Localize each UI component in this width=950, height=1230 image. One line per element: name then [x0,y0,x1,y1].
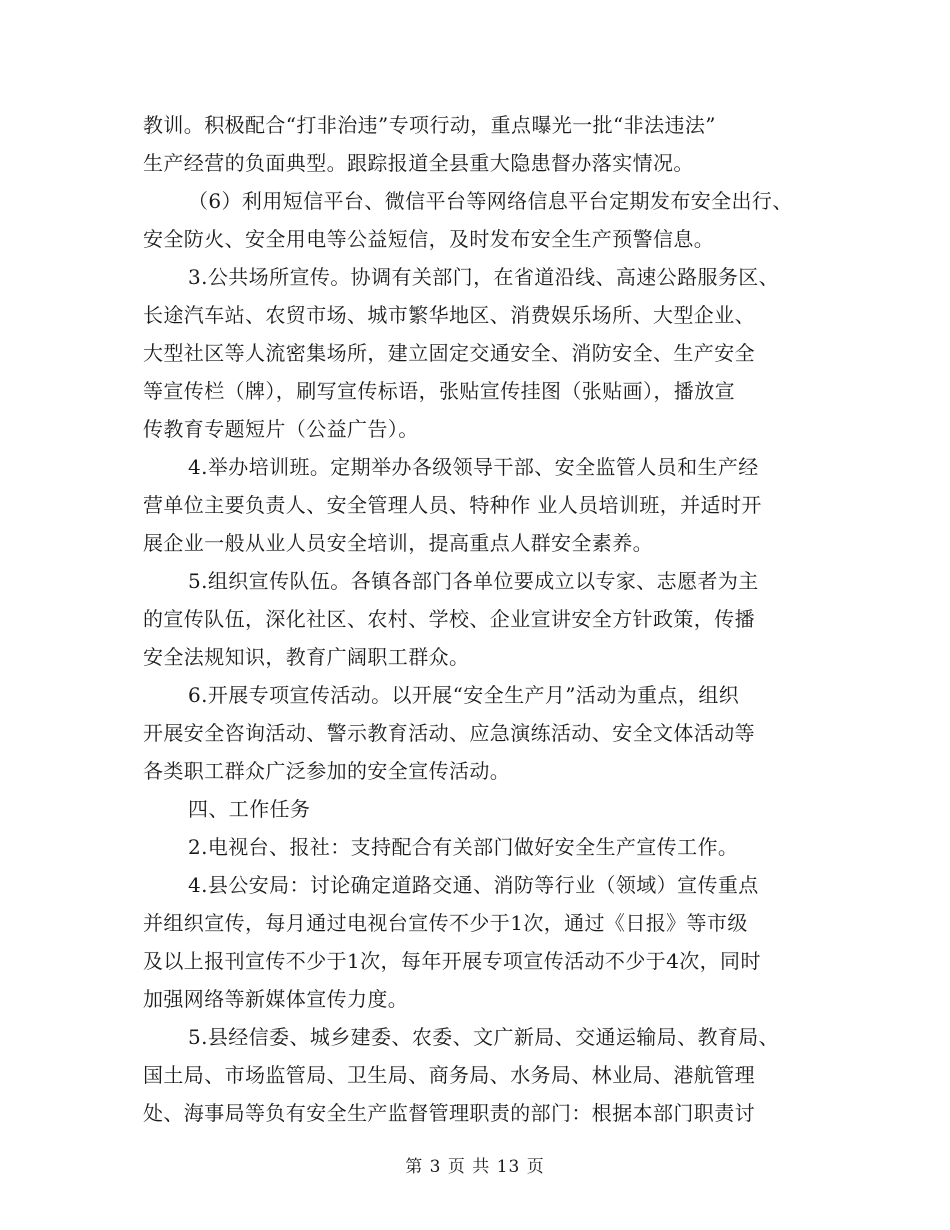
body-line-9: 传教育专题短片（公益广告）。 [143,417,419,441]
body-line-13: 5.组织宣传队伍。各镇各部门各单位要成立以专家、志愿者为主 [188,569,759,593]
body-line-8: 等宣传栏（牌），刷写宣传标语，张贴宣传挂图（张贴画），播放宣 [143,379,735,403]
body-line-18: 各类职工群众广泛参加的安全宣传活动。 [143,759,511,783]
body-line-1: 教训。积极配合“打非治违”专项行动，重点曝光一批“非法违法” [143,113,716,137]
page-number-footer: 第 3 页 共 13 页 [405,1157,545,1177]
body-line-25: 5.县经信委、城乡建委、农委、文广新局、交通运输局、教育局、 [188,1025,780,1049]
body-line-5: 3.公共场所宣传。协调有关部门，在省道沿线、高速公路服务区、 [188,265,780,289]
body-line-12: 展企业一般从业人员安全培训，提高重点人群安全素养。 [143,531,653,555]
section-heading: 四、工作任务 [188,797,311,821]
body-line-23: 及以上报刊宣传不少于1次，每年开展专项宣传活动不少于4次，同时 [143,949,761,973]
body-line-26: 国土局、市场监管局、卫生局、商务局、水务局、林业局、港航管理 [143,1063,755,1087]
body-line-11: 营单位主要负责人、安全管理人员、特种作 业人员培训班，并适时开 [143,493,762,517]
body-line-7: 大型社区等人流密集场所，建立固定交通安全、消防安全、生产安全 [143,341,755,365]
body-line-24: 加强网络等新媒体宣传力度。 [143,987,409,1011]
body-line-3: （6）利用短信平台、微信平台等网络信息平台定期发布安全出行、 [188,189,793,213]
body-line-17: 开展安全咨询活动、警示教育活动、应急演练活动、安全文体活动等 [143,721,755,745]
body-line-6: 长途汽车站、农贸市场、城市繁华地区、消费娱乐场所、大型企业、 [143,303,755,327]
body-line-22: 并组织宣传，每月通过电视台宣传不少于1次，通过《日报》等市级 [143,911,748,935]
body-line-4: 安全防火、安全用电等公益短信，及时发布安全生产预警信息。 [143,227,715,251]
body-line-27: 处、海事局等负有安全生产监督管理职责的部门：根据本部门职责讨 [143,1101,755,1125]
body-line-21: 4.县公安局：讨论确定道路交通、消防等行业（领域）宣传重点 [188,873,759,897]
body-line-16: 6.开展专项宣传活动。以开展“安全生产月”活动为重点，组织 [188,683,740,707]
body-line-2: 生产经营的负面典型。跟踪报道全县重大隐患督办落实情况。 [143,151,694,175]
body-line-15: 安全法规知识，教育广阔职工群众。 [143,645,470,669]
body-line-10: 4.举办培训班。定期举办各级领导干部、安全监管人员和生产经 [188,455,759,479]
body-line-14: 的宣传队伍，深化社区、农村、学校、企业宣讲安全方针政策，传播 [143,607,755,631]
body-line-20: 2.电视台、报社：支持配合有关部门做好安全生产宣传工作。 [188,835,739,859]
